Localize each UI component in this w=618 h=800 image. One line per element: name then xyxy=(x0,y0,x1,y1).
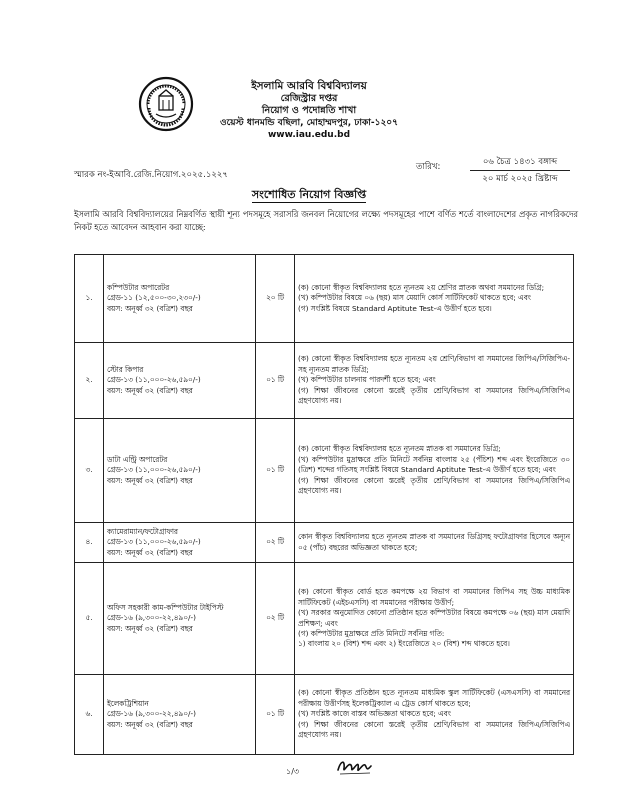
qualification-item: (ক) কোনো স্বীকৃত প্রতিষ্ঠান হতে ন্যূনতম মাধ্যমিক স্কুল সার্টিফিকেট (এসএসসি) বা সমমানের পরীক্ষায় উত্তীর্ণসহ ইলেকট্রিক্যাল এ ট্রেড কোর্স থাকতে হবে; xyxy=(298,688,570,708)
memo-reference: স্মারক নং-ইআবি.রেজি.নিয়োগ.২০২৫.১২২৭ xyxy=(74,170,228,180)
qualification-item: (গ) সংশ্লিষ্ট বিষয়ে Standard Aptitute Test-এ উত্তীর্ণ হতে হবে। xyxy=(298,303,492,313)
age-limit: বয়স: অনূর্ধ্ব ৩২ (বত্রিশ) বছর xyxy=(107,303,193,313)
address: ওয়েস্ট ধানমন্ডি বছিলা, মোহাম্মদপুর, ঢাকা-১২০৭ xyxy=(219,118,399,128)
post-row xyxy=(75,675,574,755)
post-title: কম্পিউটার অপারেটর xyxy=(107,282,170,292)
pay-grade: গ্রেড-১৩ (১১,০০০-২৬,৫৯০/-) xyxy=(107,537,201,547)
post-title: ইলেকট্রিশিয়ান xyxy=(107,698,149,708)
post-title: অফিস সহকারী কাম-কম্পিউটার টাইপিস্ট xyxy=(107,602,224,612)
qualifications xyxy=(295,419,574,523)
post-title: ডাটা এন্ট্রি অপারেটর xyxy=(107,454,168,464)
website[interactable]: www.iau.edu.bd xyxy=(267,130,351,140)
qualifications xyxy=(295,343,574,419)
notice-title-text: সংশোধিত নিয়োগ বিজ্ঞপ্তি xyxy=(251,188,367,201)
post-row xyxy=(75,563,574,675)
qualification-item: ১) বাংলায় ২০ (বিশ) শব্দ এবং ২) ইংরেজিতে ২০ (বিশ) শব্দ থাকতে হবে। xyxy=(298,639,510,649)
page-number: ১/৩ xyxy=(286,767,300,776)
post-row xyxy=(75,343,574,419)
serial-number: ৪. xyxy=(75,523,104,563)
post-details xyxy=(104,563,256,675)
qualification-item: (খ) সংশ্লিষ্ট কাজে বাস্তব অভিজ্ঞতা থাকতে হবে; এবং xyxy=(298,709,451,719)
date-gregorian: ২০ মার্চ ২০২৫ খ্রিষ্টাব্দ xyxy=(482,174,558,184)
pay-grade: গ্রেড-১৬ (৯,৩০০-২২,৪৯০/-) xyxy=(107,613,196,623)
qualification-item: (খ) সরকার অনুমোদিত কোনো প্রতিষ্ঠান হতে কম্পিউটার বিষয়ে কমপক্ষে ০৬ (ছয়) মাস মেয়াদি প্রশিক্ষণ; এবং xyxy=(298,608,570,628)
post-row xyxy=(75,255,574,343)
serial-number: ২. xyxy=(75,343,104,419)
post-title: স্টোর কিপার xyxy=(107,364,144,374)
qualifications xyxy=(295,675,574,755)
age-limit: বয়স: অনূর্ধ্ব ৩২ (বত্রিশ) বছর xyxy=(107,623,193,633)
vacancy-count: ২০ টি xyxy=(256,255,295,343)
pay-grade: গ্রেড-১১ (১২,৫০০-৩০,২৩০/-) xyxy=(107,293,201,303)
pay-grade: গ্রেড-১৩ (১১,০০০-২৬,৫৯০/-) xyxy=(107,465,201,475)
vacancy-count: ০২ টি xyxy=(256,563,295,675)
qualification-item: (খ) কম্পিউটার মুদ্রাক্ষরে প্রতি মিনিটে সর্বনিম্ন বাংলায় ২৫ (পঁচিশ) শব্দ এবং ইংরেজিতে ৩০ (ত্রিশ) শব্দের গতিসহ সংশ্লিষ্ট বিষয়ে Standard Aptitute Test-এ উত্তীর্ণ হতে হবে; এবং xyxy=(298,454,570,475)
qualification-item: (ক) কোনো স্বীকৃত বোর্ড হতে কমপক্ষে ২য় বিভাগ বা সমমানের জিপিএ সহ উচ্চ মাধ্যমিক সার্টিফিকেট (এইচএসসি) বা সমমানের পরীক্ষায় উত্তীর্ণ; xyxy=(298,587,570,607)
qualification-item: কোন স্বীকৃত বিশ্ববিদ্যালয় হতে ন্যূনতম স্নাতক বা সমমানের ডিগ্রিসহ ফটোগ্রাফার হিসেবে অন্যূন ০৫ (পাঁচ) বছরের অভিজ্ঞতা থাকতে হবে; xyxy=(298,532,570,552)
age-limit: বয়স: অনূর্ধ্ব ৩২ (বত্রিশ) বছর xyxy=(107,385,193,395)
qualification-item: (ক) কোনো স্বীকৃত বিশ্ববিদ্যালয় হতে ন্যূনতম ২য় শ্রেণি/বিভাগ বা সমমানের জিপিএ/সিজিপিএ-সহ ন্যূনতম স্নাতক ডিগ্রি; xyxy=(298,354,570,374)
age-limit: বয়স: অনূর্ধ্ব ৩২ (বত্রিশ) বছর xyxy=(107,719,193,729)
post-title: ক্যামেরাম্যান/ফটোগ্রাফার xyxy=(107,526,178,536)
post-row xyxy=(75,419,574,523)
post-details xyxy=(104,419,256,523)
qualifications xyxy=(295,523,574,563)
qualification-item: (গ) কম্পিউটার মুদ্রাক্ষরে প্রতি মিনিটে সর্বনিম্ন গতি: xyxy=(298,628,445,638)
university-name: ইসলামি আরবি বিশ্ববিদ্যালয় xyxy=(251,80,367,92)
pay-grade: গ্রেড-১৬ (৯,৩০০-২২,৪৯০/-) xyxy=(107,709,196,719)
post-details xyxy=(104,343,256,419)
qualification-item: (গ) শিক্ষা জীবনের কোনো স্তরেই তৃতীয় শ্রেণি/বিভাগ বা সমমানের জিপিএ/সিজিপিএ গ্রহণযোগ্য নয়। xyxy=(298,719,570,740)
qualification-item: (ক) কোনো স্বীকৃত বিশ্ববিদ্যালয় হতে ন্যূনতম ২য় শ্রেণির স্নাতক অথবা সমমানের ডিগ্রি; xyxy=(298,282,545,292)
branch-name: নিয়োগ ও পদোন্নতি শাখা xyxy=(261,105,357,116)
serial-number: ৫. xyxy=(75,563,104,675)
handwritten-signature-icon xyxy=(336,756,374,778)
vacancy-count: ০১ টি xyxy=(256,675,295,755)
post-row xyxy=(75,523,574,563)
date-bangla: ০৬ চৈত্র ১৪৩১ বঙ্গাব্দ xyxy=(470,156,570,171)
post-details xyxy=(104,675,256,755)
post-details xyxy=(104,523,256,563)
age-limit: বয়স: অনূর্ধ্ব ৩২ (বত্রিশ) বছর xyxy=(107,547,193,557)
pay-grade: গ্রেড-১৩ (১১,০০০-২৬,৫৯০/-) xyxy=(107,375,201,385)
qualifications xyxy=(295,563,574,675)
date-block xyxy=(470,156,570,185)
posts-table xyxy=(74,254,574,755)
vacancy-count: ০১ টি xyxy=(256,419,295,523)
serial-number: ৬. xyxy=(75,675,104,755)
serial-number: ১. xyxy=(75,255,104,343)
qualification-item: (ক) কোনো স্বীকৃত বিশ্ববিদ্যালয় হতে ন্যূনতম স্নাতক বা সমমানের ডিগ্রি; xyxy=(298,444,501,454)
post-details xyxy=(104,255,256,343)
office-name: রেজিস্ট্রার দপ্তর xyxy=(280,93,338,104)
qualification-item: (খ) কম্পিউটার বিষয়ে ০৬ (ছয়) মাস মেয়াদি কোর্স সার্টিফিকেট থাকতে হবে; এবং xyxy=(298,293,531,303)
intro-paragraph: ইসলামি আরবি বিশ্ববিদ্যালয়ের নিম্নবর্ণিত স্থায়ী শূন্য পদসমূহে সরাসরি জনবল নিয়োগের লক্ষ্যে পদসমূহের পাশে বর্ণিত শর্তে বাংলাদেশের প্রকৃত নাগরিকদের নিকট হতে আবেদন আহবান করা যাচ্ছে: xyxy=(74,209,578,232)
qualification-item: (গ) শিক্ষা জীবনের কোনো স্তরেই তৃতীয় শ্রেণি/বিভাগ বা সমমানের জিপিএ/সিজিপিএ গ্রহণযোগ্য নয়। xyxy=(298,475,570,496)
notice-title xyxy=(0,183,618,205)
age-limit: বয়স: অনূর্ধ্ব ৩২ (বত্রিশ) বছর xyxy=(107,475,193,485)
qualification-item: (খ) কম্পিউটার চালনায় পারদর্শী হতে হবে; এবং xyxy=(298,375,436,385)
vacancy-count: ০২ টি xyxy=(256,523,295,563)
qualification-item: (গ) শিক্ষা জীবনের কোনো স্তরেই তৃতীয় শ্রেণি/বিভাগ বা সমমানের জিপিএ/সিজিপিএ গ্রহণযোগ্য নয়। xyxy=(298,385,570,406)
qualifications xyxy=(295,255,574,343)
letterhead xyxy=(140,80,478,141)
vacancy-count: ০১ টি xyxy=(256,343,295,419)
date-label: তারিখ: xyxy=(416,162,441,172)
serial-number: ৩. xyxy=(75,419,104,523)
